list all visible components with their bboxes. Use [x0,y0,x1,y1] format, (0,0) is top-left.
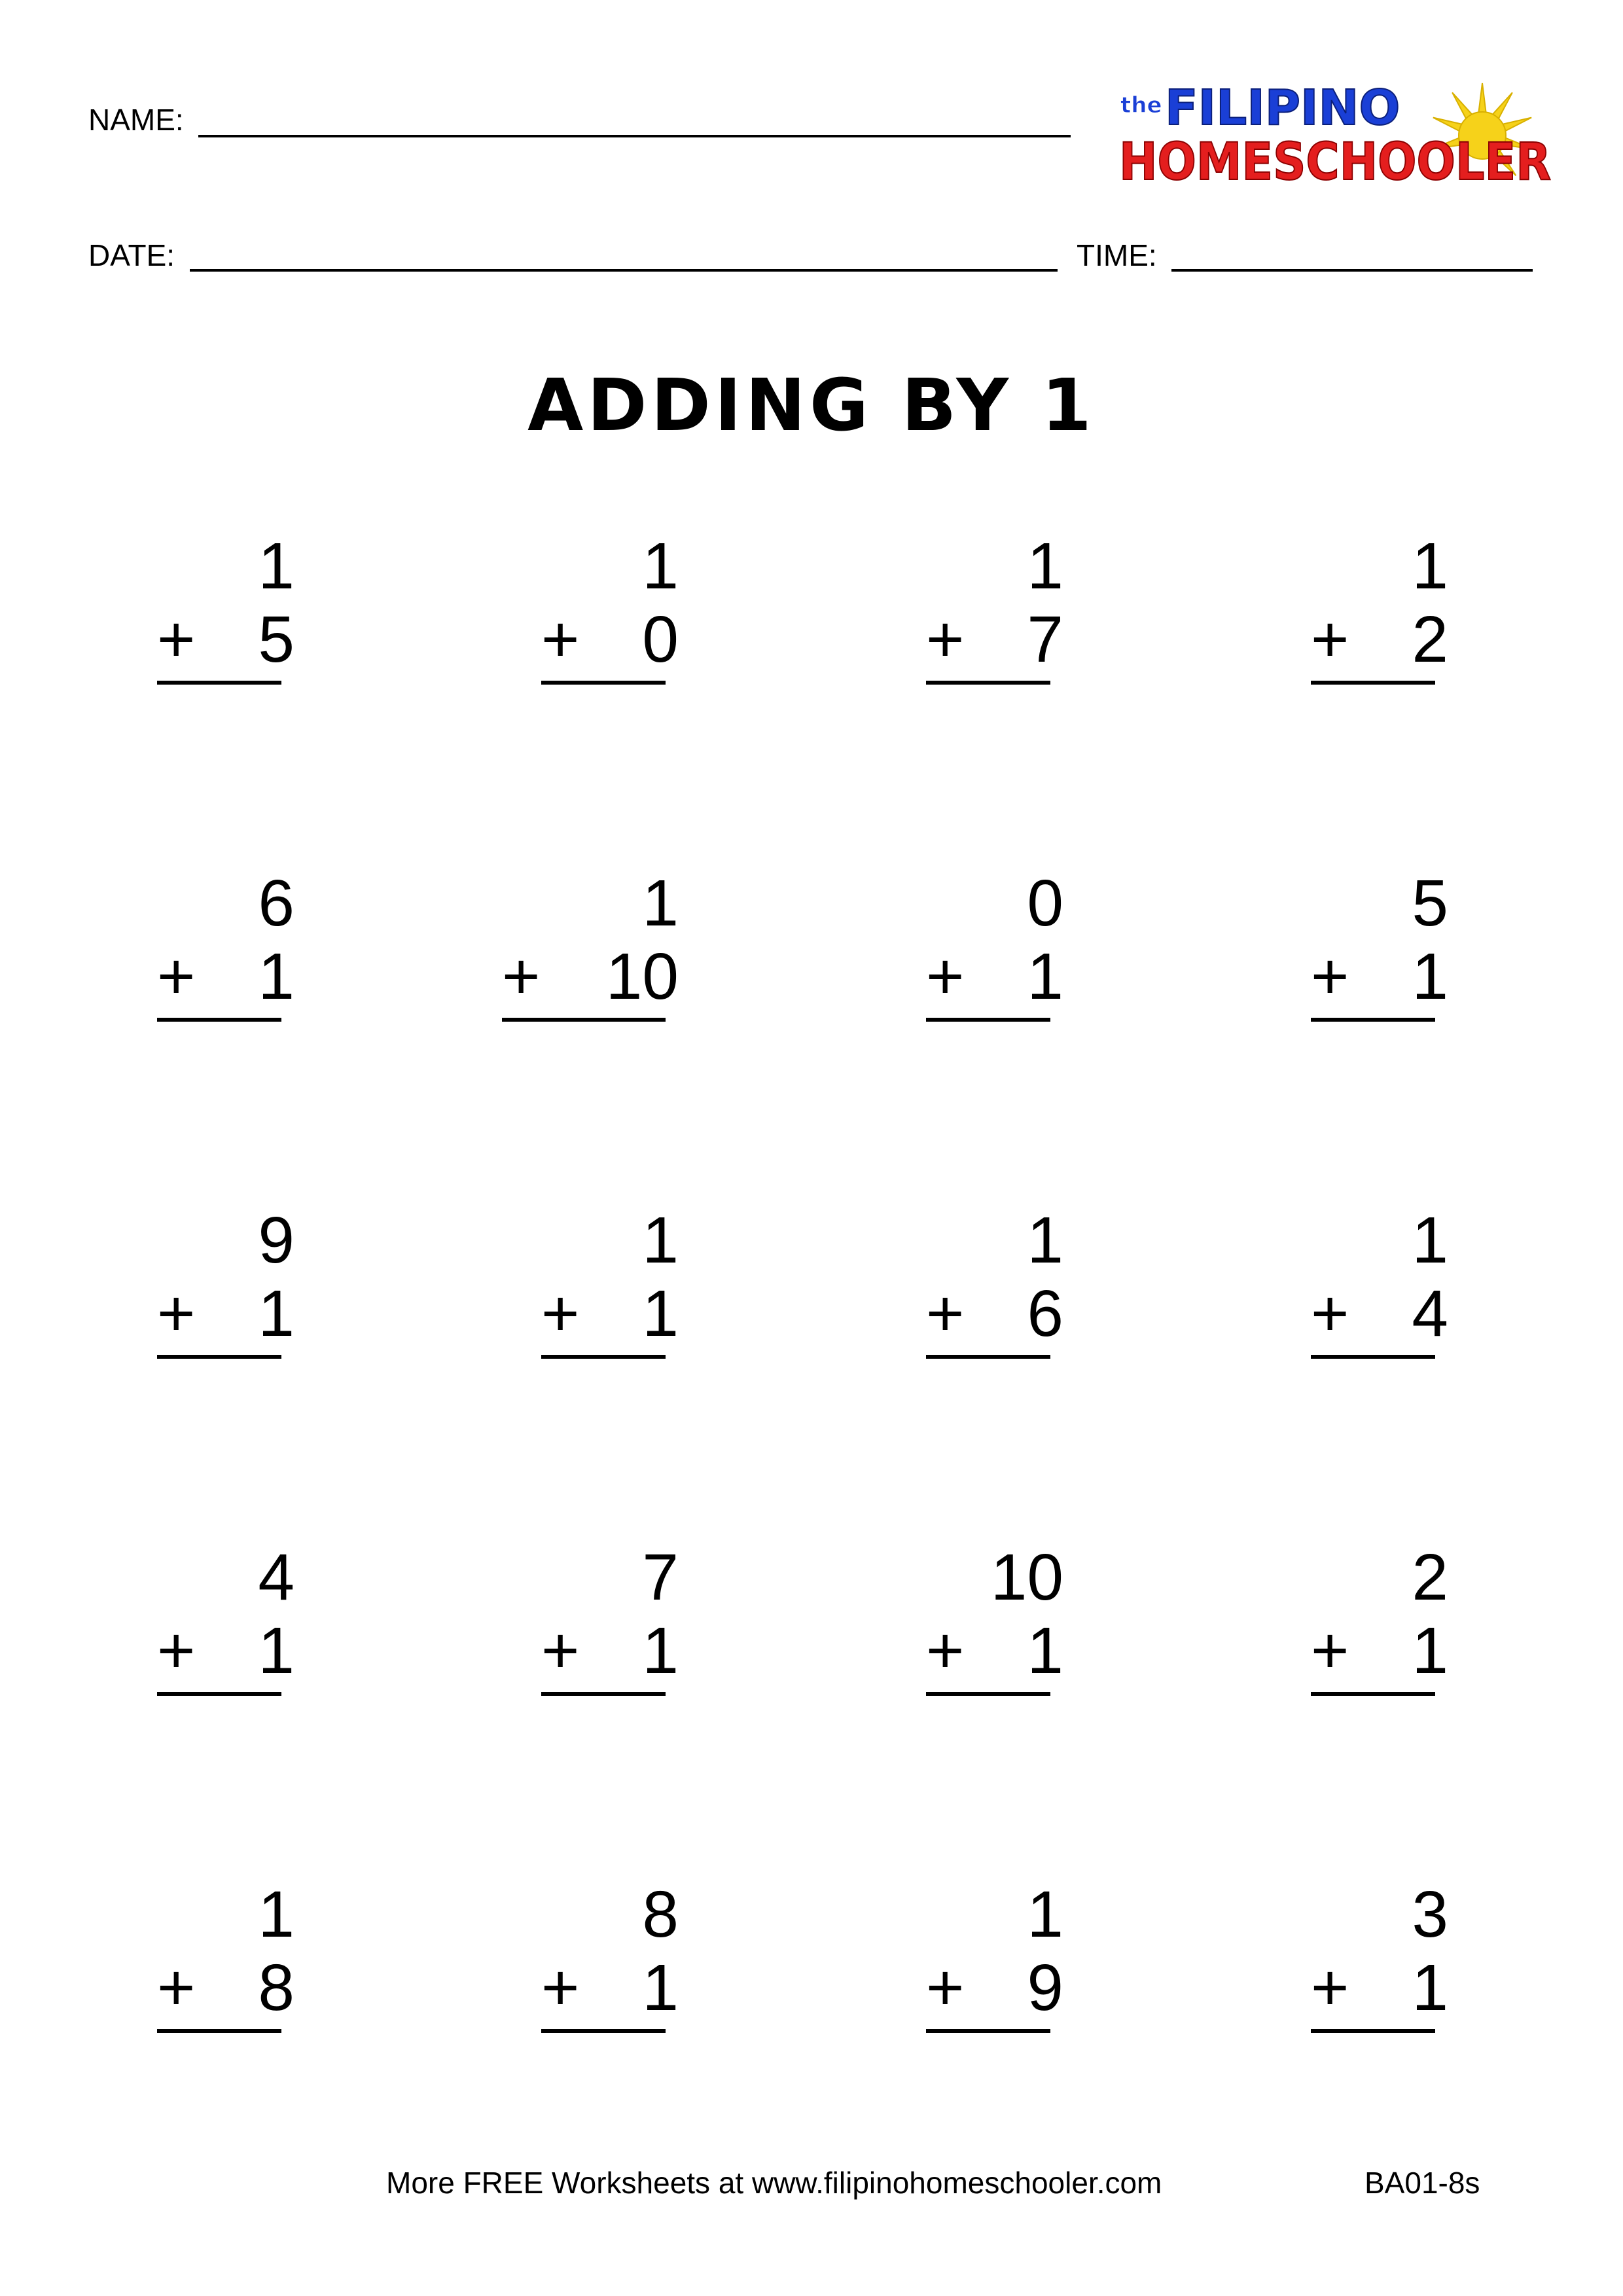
time-label: TIME: [1077,238,1157,272]
plus-sign: + [541,1951,580,2024]
plus-sign: + [1311,1277,1349,1350]
plus-sign: + [926,1277,965,1350]
problem-top-number: 5 [1412,867,1448,940]
plus-sign: + [541,1614,580,1687]
problem-top-number: 1 [258,529,294,603]
answer-rule [1311,1355,1435,1359]
problem-addend: 10 [605,940,679,1013]
problem-addend: 1 [642,1614,679,1687]
plus-sign: + [502,940,541,1013]
answer-rule [926,681,1050,685]
plus-sign: + [157,1277,196,1350]
problem-addend: 9 [1027,1951,1063,2024]
plus-sign: + [157,940,196,1013]
answer-rule [157,1355,281,1359]
addition-problem [1311,1878,1448,2042]
addition-problem [926,1878,1063,2042]
name-label: NAME: [88,103,184,137]
plus-sign: + [157,1951,196,2024]
answer-rule [157,2029,281,2033]
problem-top-number: 1 [258,1878,294,1951]
date-label: DATE: [88,238,175,272]
addition-problem [1311,867,1448,1031]
addition-problem [1311,530,1448,694]
problem-top-number: 2 [1412,1541,1448,1614]
problem-addend: 1 [258,1277,294,1350]
addition-problem [157,867,294,1031]
problem-top-number: 1 [642,1204,679,1277]
answer-rule [1311,1018,1435,1022]
answer-rule [541,1355,666,1359]
answer-rule [157,1692,281,1696]
problem-addend: 2 [1412,603,1448,676]
problem-addend: 1 [1412,940,1448,1013]
answer-rule [502,1018,666,1022]
problem-top-number: 0 [1027,867,1063,940]
answer-rule [1311,681,1435,685]
addition-problem [926,1541,1063,1705]
problem-addend: 1 [1412,1951,1448,2024]
problem-addend: 1 [642,1277,679,1350]
problem-top-number: 1 [642,529,679,603]
answer-rule [541,2029,666,2033]
problem-addend: 4 [1412,1277,1448,1350]
addition-problem [541,530,679,694]
answer-rule [1311,1692,1435,1696]
problem-top-number: 1 [1027,529,1063,603]
plus-sign: + [1311,1951,1349,2024]
problem-top-number: 4 [258,1541,294,1614]
problem-addend: 0 [642,603,679,676]
answer-rule [157,1018,281,1022]
plus-sign: + [157,1614,196,1687]
addition-problem [502,867,679,1031]
answer-rule [926,1355,1050,1359]
problem-addend: 1 [1027,1614,1063,1687]
addition-problem [541,1204,679,1368]
problem-top-number: 1 [1027,1204,1063,1277]
answer-rule [926,1018,1050,1022]
problem-addend: 1 [258,1614,294,1687]
plus-sign: + [1311,603,1349,676]
answer-rule [926,1692,1050,1696]
plus-sign: + [926,603,965,676]
answer-rule [541,1692,666,1696]
problem-top-number: 9 [258,1204,294,1277]
addition-problem [926,867,1063,1031]
worksheet-title: ADDING BY 1 [527,363,1096,447]
problem-addend: 8 [258,1951,294,2024]
logo-the-text: the [1120,92,1162,118]
problem-addend: 6 [1027,1277,1063,1350]
problem-top-number: 1 [1412,529,1448,603]
answer-rule [541,681,666,685]
addition-problem [926,530,1063,694]
answer-rule [157,681,281,685]
problem-top-number: 1 [1412,1204,1448,1277]
problem-top-number: 1 [1027,1878,1063,1951]
addition-problem [157,1204,294,1368]
problem-addend: 7 [1027,603,1063,676]
addition-problem [926,1204,1063,1368]
addition-problem [157,530,294,694]
plus-sign: + [541,603,580,676]
worksheet-code: BA01-8s [1364,2166,1480,2200]
problem-top-number: 8 [642,1878,679,1951]
addition-problem [157,1878,294,2042]
plus-sign: + [926,1951,965,2024]
plus-sign: + [926,940,965,1013]
problem-top-number: 3 [1412,1878,1448,1951]
footer-link-text: More FREE Worksheets at www.filipinohomeschooler.com [386,2166,1162,2200]
problem-addend: 1 [1027,940,1063,1013]
addition-problem [1311,1204,1448,1368]
addition-problem [541,1541,679,1705]
problem-addend: 5 [258,603,294,676]
problem-addend: 1 [642,1951,679,2024]
problem-top-number: 7 [642,1541,679,1614]
logo-homeschooler-text: HOMESCHOOLER [1119,133,1551,192]
addition-problem [157,1541,294,1705]
answer-rule [1311,2029,1435,2033]
plus-sign: + [541,1277,580,1350]
plus-sign: + [1311,940,1349,1013]
problem-addend: 1 [258,940,294,1013]
addition-problem [1311,1541,1448,1705]
plus-sign: + [1311,1614,1349,1687]
plus-sign: + [157,603,196,676]
problem-top-number: 10 [990,1541,1063,1614]
problem-top-number: 1 [642,867,679,940]
addition-problem [541,1878,679,2042]
logo-filipino-text: FILIPINO [1165,80,1400,136]
plus-sign: + [926,1614,965,1687]
problem-top-number: 6 [258,867,294,940]
answer-rule [926,2029,1050,2033]
problem-addend: 1 [1412,1614,1448,1687]
